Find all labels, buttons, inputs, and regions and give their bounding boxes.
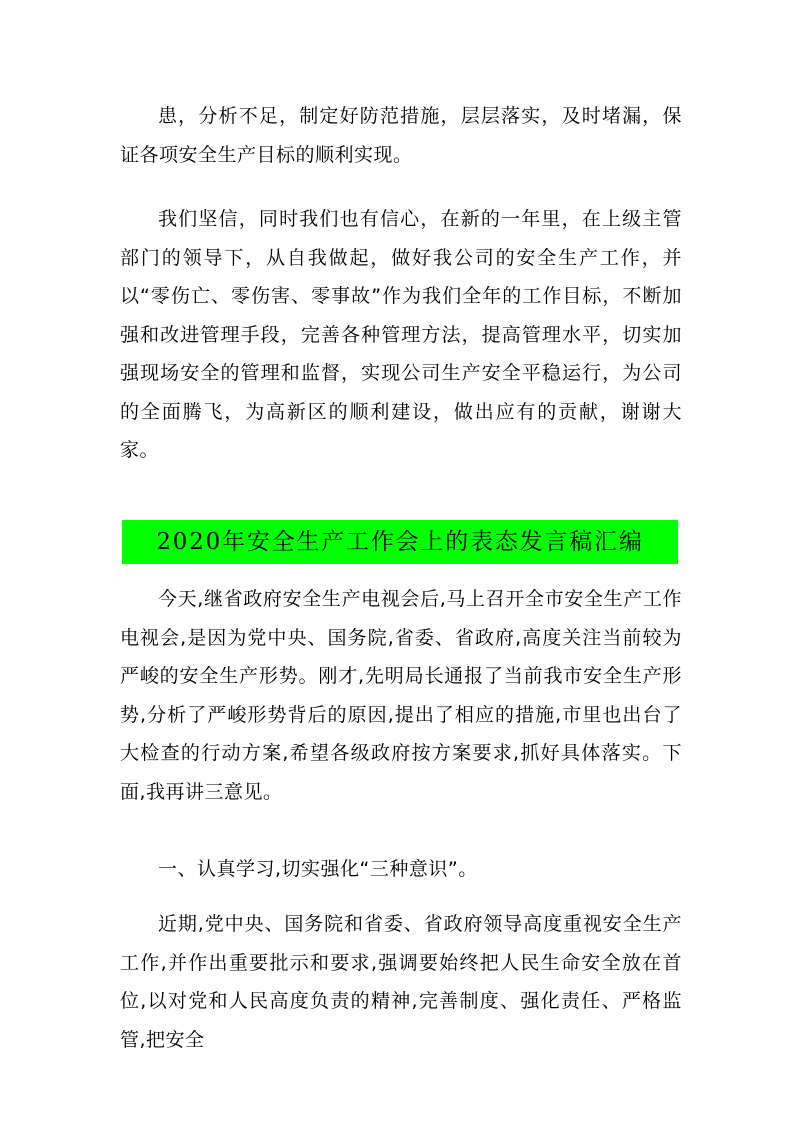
- paragraph-continuation: 患，分析不足，制定好防范措施，层层落实，及时堵漏，保证各项安全生产目标的顺利实现。: [120, 105, 682, 166]
- section-heading-one: 一、认真学习,切实强化“三种意识”。: [158, 858, 478, 880]
- document-heading: 2020年安全生产工作会上的表态发言稿汇编: [156, 529, 644, 555]
- paragraph-closing-remarks: 我们坚信，同时我们也有信心，在新的一年里，在上级主管部门的领导下，从自我做起，做好我公司的安全生产工作，并以“零伤亡、零伤害、零事故”作为我们全年的工作目标，不断加强和改进管理手段，完善各种管理方法，提高管理水平，切实加强现场安全的管理和监督，实现公司生产安全平稳运行，为公司的全面腾飞，为高新区的顺利建设，做出应有的贡献，谢谢大家。: [120, 208, 682, 461]
- paragraph-section-one: 近期,党中央、国务院和省委、省政府领导高度重视安全生产工作,并作出重要批示和要求,强调要始终把人民生命安全放在首位,以对党和人民高度负责的精神,完善制度、强化责任、严格监管,把安全: [120, 913, 682, 1051]
- heading-highlight: [122, 520, 678, 564]
- paragraph-intro: 今天,继省政府安全生产电视会后,马上召开全市安全生产工作电视会,是因为党中央、国务院,省委、省政府,高度关注当前较为严峻的安全生产形势。刚才,先明局长通报了当前我市安全生产形势,分析了严峻形势背后的原因,提出了相应的措施,市里也出台了大检查的行动方案,希望各级政府按方案要求,抓好具体落实。下面,我再讲三意见。: [120, 588, 682, 803]
